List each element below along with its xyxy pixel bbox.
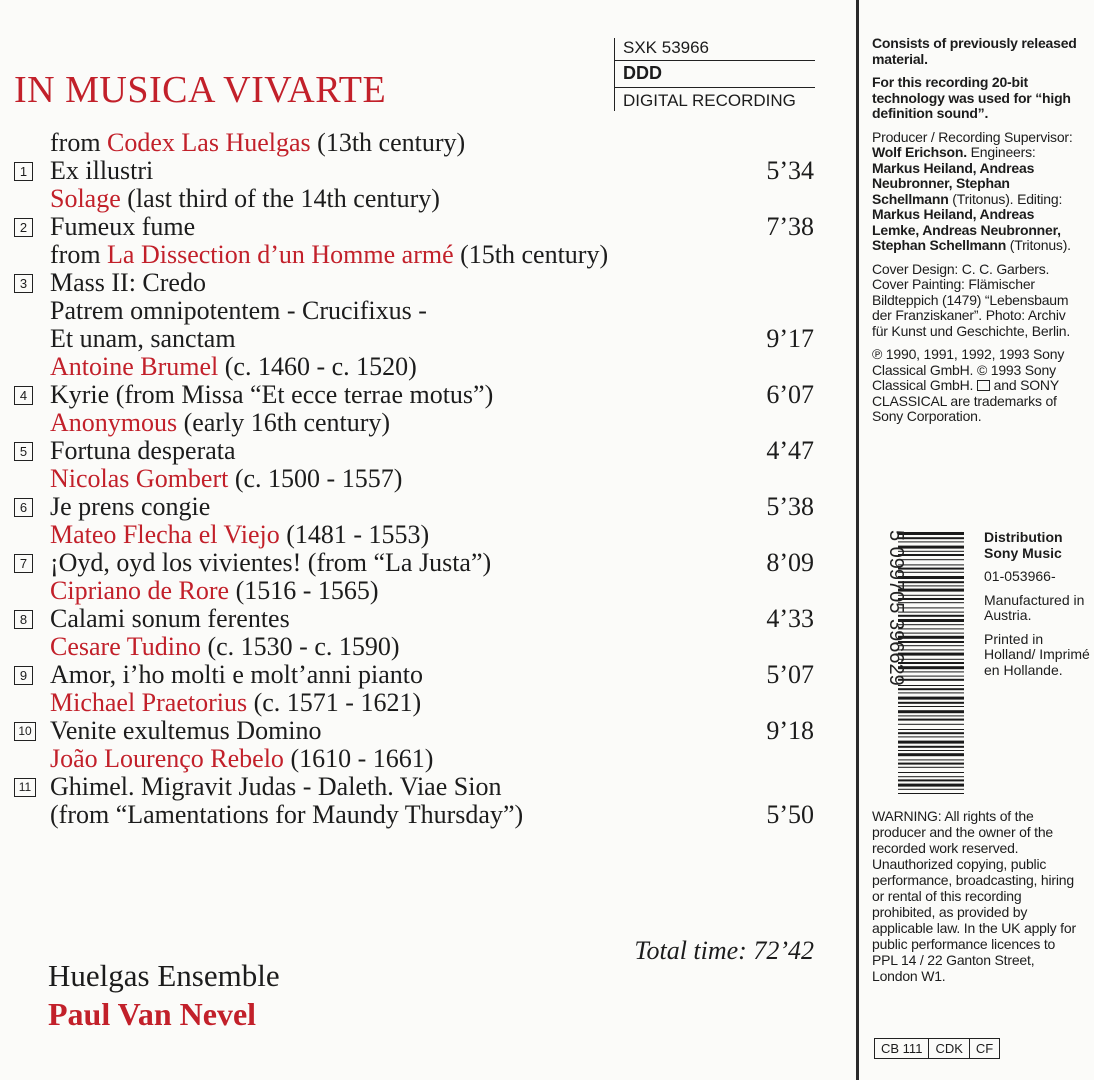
photo-credit: Photo: Archiv für Kunst und Geschichte, Berlin. (872, 307, 1071, 339)
composer-line (14, 129, 814, 157)
price-codes (874, 1038, 1000, 1059)
engineers-note: (Tritonus). (948, 190, 1014, 207)
composer-name: Michael Praetorius (50, 688, 248, 717)
composer-dates: (15th century) (453, 240, 609, 269)
barcode-bar (898, 537, 964, 539)
track-block (14, 465, 814, 521)
distribution-title: Distribution Sony Music (984, 529, 1063, 561)
track-title: Kyrie (from Missa “Et ecce terrae motus”) (50, 380, 494, 409)
composer-name: Anonymous (50, 408, 178, 437)
composer-dates: (last third of the 14th century) (120, 184, 440, 213)
barcode-bar (898, 572, 964, 573)
track-title-line (14, 325, 814, 353)
composer-dates: (1516 - 1565) (229, 576, 379, 605)
composer-line (14, 241, 814, 269)
track-title: Je prens congie (50, 492, 211, 521)
barcode-bar (898, 679, 964, 681)
track-number: 8 (14, 610, 33, 629)
copyright-notice: © 1993 Sony Classical GmbH. (872, 361, 1056, 393)
barcode-bar (898, 697, 964, 700)
barcode-bar (898, 595, 964, 596)
barcode-bar (898, 559, 964, 560)
barcode-bar (898, 636, 964, 639)
composer-line (14, 745, 814, 773)
barcode-bar (898, 746, 964, 748)
barcode-bar (898, 715, 964, 716)
barcode-bar (898, 598, 964, 600)
composer-dates: (13th century) (310, 128, 466, 157)
barcode-bar (898, 710, 964, 713)
barcode-bar (898, 719, 964, 721)
barcode-bar (898, 671, 964, 672)
composer-name: Codex Las Huelgas (107, 128, 311, 157)
panel-divider (856, 0, 859, 1080)
composer-dates: (c. 1530 - c. 1590) (200, 632, 400, 661)
barcode-bar (898, 763, 964, 765)
barcode-bar (898, 554, 964, 556)
credits-panel (872, 36, 1082, 433)
composer-line (14, 521, 814, 549)
barcode-bar (898, 653, 964, 656)
track-block (14, 633, 814, 689)
barcode-bar (898, 633, 964, 634)
track-block (14, 241, 814, 353)
barcode-bar (898, 750, 964, 751)
track-block (14, 129, 814, 185)
barcode-bar (898, 732, 964, 734)
track-number: 10 (14, 722, 36, 741)
track-title-line (14, 549, 814, 577)
editing-names: Markus Heiland, Andreas Lemke, Andreas Neubronner, Stephan Schellmann (872, 206, 1061, 253)
barcode-bar (898, 759, 964, 760)
composer-dates: (1610 - 1661) (283, 744, 434, 773)
track-title-line (14, 381, 814, 409)
barcode-bar (898, 662, 964, 664)
credit-note-1: Consists of previously released material. (872, 35, 1077, 67)
barcode-bar (898, 736, 964, 737)
composer-dates: (c. 1500 - 1557) (228, 464, 403, 493)
track-block (14, 689, 814, 745)
conductor-name: Paul Van Nevel (48, 996, 257, 1032)
track-title: Fumeux fume (50, 212, 196, 241)
track-number: 1 (14, 162, 33, 181)
track-title-line (14, 801, 814, 829)
track-title-line (14, 297, 814, 325)
barcode-digits-text: 5 099705 396629 (885, 530, 907, 686)
track-title: Mass II: Credo (50, 268, 206, 297)
price-code: CF (975, 1041, 994, 1056)
track-block (14, 185, 814, 241)
barcode-bar (898, 532, 964, 535)
track-title: ¡Oyd, oyd los vivientes! (from “La Justa”) (50, 548, 492, 577)
track-duration: 5’34 (766, 156, 814, 185)
barcode-bar (898, 585, 964, 586)
barcode-bar (898, 789, 964, 790)
track-duration: 9’18 (766, 716, 814, 745)
barcode-bar (898, 724, 964, 725)
barcode-bar (898, 612, 964, 613)
barcode-bar (898, 706, 964, 707)
barcode-bar (898, 619, 964, 622)
editing-note: (Tritonus). (1006, 237, 1071, 253)
distribution-code: 01-053966- (984, 568, 1056, 584)
track-duration: 6’07 (766, 380, 814, 409)
credit-staff (872, 130, 1082, 254)
track-number: 6 (14, 498, 33, 517)
barcode-bar (898, 628, 964, 629)
track-title: Ex illustri (50, 156, 154, 185)
track-duration: 5’07 (766, 660, 814, 689)
composer-name: Mateo Flecha el Viejo (50, 520, 280, 549)
barcode-bar (898, 685, 964, 686)
track-block (14, 409, 814, 465)
barcode-bar (898, 692, 964, 693)
barcode-bar (898, 779, 964, 781)
composer-line (14, 409, 814, 437)
barcode-bar (898, 767, 964, 768)
track-title-line (14, 437, 814, 465)
composer-prefix: from (50, 128, 108, 157)
credit-legal (872, 347, 1082, 425)
track-duration: 5’38 (766, 492, 814, 521)
track-title: (from “Lamentations for Maundy Thursday”) (50, 800, 524, 829)
manufactured-in: Manufactured in Austria. (984, 591, 1085, 623)
trademark-notice: and SONY CLASSICAL are trademarks of Sony Corporation. (872, 377, 1059, 424)
track-number: 9 (14, 666, 33, 685)
composer-prefix: from (50, 240, 108, 269)
editing-label: Editing: (1017, 190, 1063, 207)
composer-name: Antoine Brumel (50, 352, 219, 381)
composer-line (14, 633, 814, 661)
composer-name: Cipriano de Rore (50, 576, 230, 605)
barcode-bar (898, 624, 964, 625)
barcode-bar (898, 589, 964, 592)
composer-name: Nicolas Gombert (50, 464, 229, 493)
barcode-bar (898, 784, 964, 787)
track-title-line (14, 605, 814, 633)
track-number: 11 (14, 778, 36, 797)
recording-type: DIGITAL RECORDING (623, 91, 796, 110)
composer-line (14, 465, 814, 493)
producer-label: Producer / Recording Supervisor: (872, 128, 1073, 145)
track-number: 3 (14, 274, 33, 293)
barcode-bar (898, 564, 964, 565)
track-title: Patrem omnipotentem - Crucifixus - (50, 296, 427, 325)
barcode-bar (898, 645, 964, 646)
barcode-bar (898, 615, 964, 617)
track-title-line (14, 157, 814, 185)
barcode-bar (898, 793, 964, 794)
barcode-bars (898, 532, 964, 794)
track-number: 5 (14, 442, 33, 461)
track-number: 2 (14, 218, 33, 237)
track-duration: 9’17 (766, 324, 814, 353)
track-title-line (14, 213, 814, 241)
track-title-line (14, 661, 814, 689)
producer-name: Wolf Erichson. (872, 144, 967, 160)
composer-name: Cesare Tudino (50, 632, 201, 661)
track-block (14, 353, 814, 409)
track-block (14, 577, 814, 633)
barcode-bar (898, 702, 964, 704)
track-duration: 4’33 (766, 604, 814, 633)
track-list (14, 129, 814, 829)
track-title: Et unam, sanctam (50, 324, 236, 353)
barcode-bar (898, 546, 964, 549)
credit-note-2: For this recording 20-bit technology was used for “high definition sound”. (872, 74, 1071, 121)
track-duration: 8’09 (766, 548, 814, 577)
price-code: CB 111 (875, 1039, 929, 1058)
barcode-bar (898, 776, 964, 777)
engineers-names: Markus Heiland, Andreas Neubronner, Stephan Schellmann (872, 159, 1035, 207)
barcode-bar (898, 641, 964, 643)
track-block (14, 521, 814, 577)
price-code: CDK (929, 1039, 969, 1058)
track-title: Amor, i’ho molti e molt’anni pianto (50, 660, 424, 689)
track-title: Ghimel. Migravit Judas - Daleth. Viae Sion (50, 772, 502, 801)
track-duration: 7’38 (766, 212, 814, 241)
track-title: Calami sonum ferentes (50, 604, 290, 633)
track-number: 7 (14, 554, 33, 573)
track-duration: 4’47 (766, 436, 814, 465)
barcode-bar (898, 729, 964, 730)
barcode-bar (898, 607, 964, 608)
track-title-line (14, 269, 814, 297)
cover-painting: Cover Painting: Flämischer Bildteppich (1479) “Lebensbaum der Franziskaner”. (872, 276, 1069, 323)
ensemble-name: Huelgas Ensemble (48, 958, 280, 993)
composer-name: Solage (50, 184, 121, 213)
track-title-line (14, 493, 814, 521)
composer-dates: (c. 1460 - c. 1520) (218, 352, 417, 381)
credit-art (872, 262, 1082, 340)
barcode-bar (898, 753, 964, 756)
copyright-warning: WARNING: All rights of the producer and the owner of the recorded work reserved. Unauthorized copying, public performance, broadcasting, hiring or rental of this recording prohibited, as provided by applicable law. In the UK apply for public performance licences to PPL 14 / 22 Ganton Street, London W1. (872, 808, 1076, 984)
composer-dates: (early 16th century) (177, 408, 391, 437)
composer-line (14, 185, 814, 213)
barcode-bar (898, 541, 964, 542)
printed-in: Printed in Holland/ Imprimé en Hollande. (984, 630, 1090, 678)
composer-line (14, 689, 814, 717)
track-title: Fortuna desperata (50, 436, 236, 465)
track-duration: 5’50 (766, 800, 814, 829)
barcode-bar (898, 551, 964, 552)
track-block (14, 745, 814, 829)
barcode-bar (898, 576, 964, 579)
engineers-label: Engineers: (970, 144, 1036, 160)
track-number: 4 (14, 386, 33, 405)
composer-name: João Lourenço Rebelo (50, 744, 284, 773)
barcode-bar (898, 772, 964, 773)
barcode-bar (898, 568, 964, 570)
barcode-bar (898, 659, 964, 660)
barcode-digits (872, 528, 907, 800)
distribution-info (984, 530, 1094, 686)
composer-dates: (c. 1571 - 1621) (247, 688, 422, 717)
sony-logo-icon (977, 380, 990, 391)
catalog-box (614, 38, 815, 111)
spars-code: DDD (615, 61, 815, 88)
album-title: IN MUSICA VIVARTE (14, 69, 387, 111)
composer-name: La Dissection d’un Homme armé (107, 240, 454, 269)
barcode-bar (898, 741, 964, 744)
barcode-bar (898, 676, 964, 677)
composer-dates: (1481 - 1553) (279, 520, 430, 549)
barcode-bar (898, 649, 964, 650)
total-time: Total time: 72’42 (634, 936, 814, 965)
barcode-bar (898, 602, 964, 603)
composer-line (14, 353, 814, 381)
cover-design: Cover Design: C. C. Garbers. (872, 260, 1050, 277)
track-title: Venite exultemus Domino (50, 716, 322, 745)
phonogram-notice: ℗ 1990, 1991, 1992, 1993 Sony Classical GmbH. (872, 346, 1065, 378)
track-title-line (14, 773, 814, 801)
barcode-bar (898, 688, 964, 690)
track-title-line (14, 717, 814, 745)
composer-line (14, 577, 814, 605)
barcode-bar (898, 666, 964, 669)
catalog-number: SXK 53966 (615, 38, 815, 61)
barcode-bar (898, 581, 964, 583)
